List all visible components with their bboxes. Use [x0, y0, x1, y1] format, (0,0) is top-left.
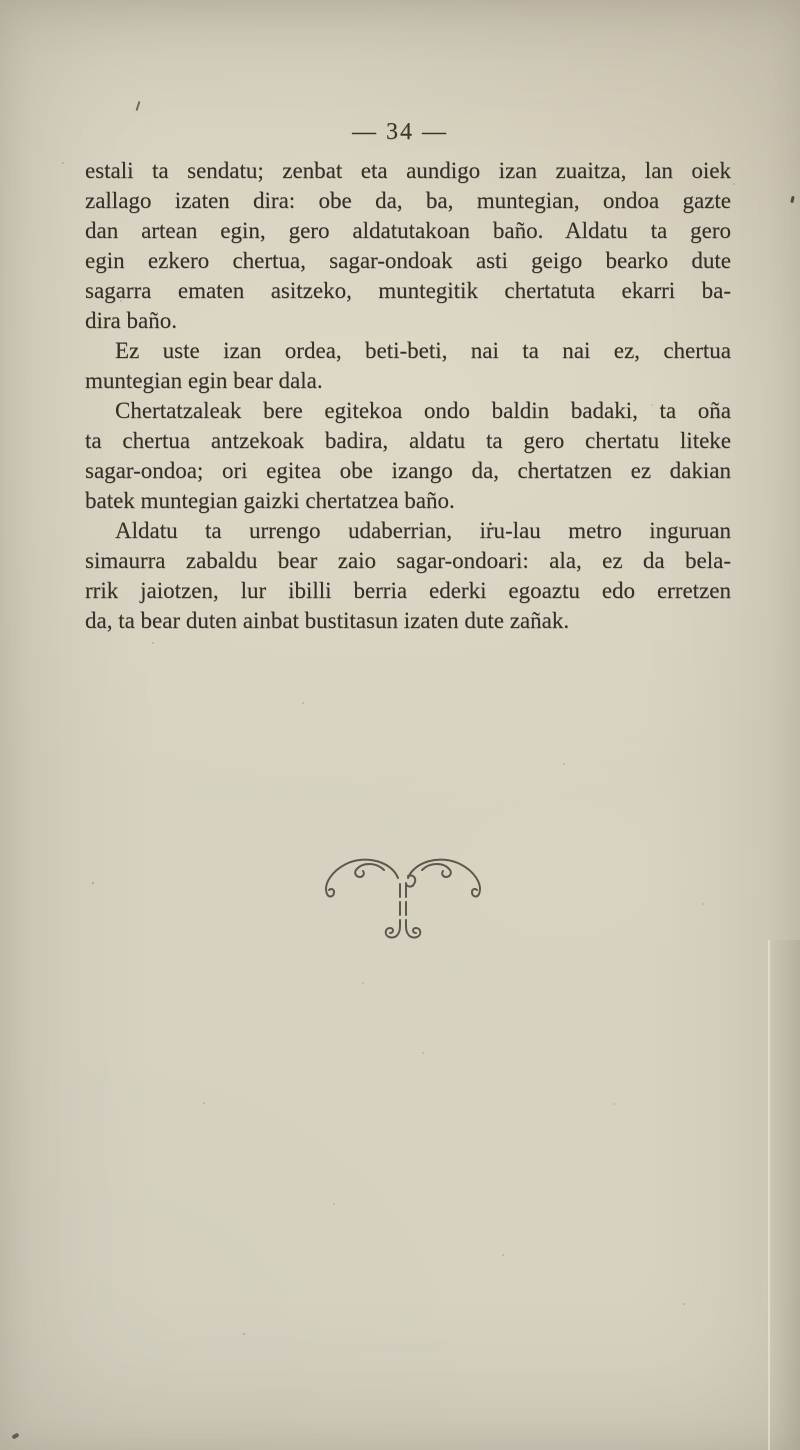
text-line: rrik jaiotzen, lur ibilli berria ederki egoaztu edo erretzen	[85, 578, 731, 603]
text-line: dira baño.	[85, 308, 177, 333]
text-line: muntegian egin bear dala.	[85, 368, 323, 393]
text-line: egin ezkero chertua, sagar-ondoak asti geigo bearko dute	[85, 248, 731, 273]
paragraph	[85, 396, 731, 516]
text-line: estali ta sendatu; zenbat eta aundigo izan zuaitza, lan oiek	[85, 158, 731, 183]
text-line: sagarra ematen asitzeko, muntegitik chertatuta ekarri ba-	[85, 278, 731, 303]
text-block	[85, 156, 731, 636]
text-line: Chertatzaleak bere egitekoa ondo baldin badaki, ta oña	[115, 398, 731, 423]
text-line: dan artean egin, gero aldatutakoan baño. Aldatu ta gero	[85, 218, 731, 243]
paragraph	[85, 336, 731, 396]
page-number: — 34 —	[352, 119, 448, 145]
text-line: Ez uste izan ordea, beti-beti, nai ta nai ez, chertua	[115, 338, 731, 363]
text-line: sagar-ondoa; ori egitea obe izango da, chertatzen ez dakian	[85, 458, 731, 483]
text-line: zallago izaten dira: obe da, ba, muntegian, ondoa gazte	[85, 188, 731, 213]
page-edge-shadow	[768, 940, 800, 1450]
scan-artifact	[790, 196, 794, 203]
scan-artifact	[136, 101, 141, 111]
paper-speckles	[0, 0, 2, 2]
text-line: Aldatu ta urrengo udaberrian, iṙu-lau metro inguruan	[115, 518, 731, 543]
text-line: da, ta bear duten ainbat bustitasun izaten dute zañak.	[85, 608, 570, 633]
text-line: ta chertua antzekoak badira, aldatu ta gero chertatu liteke	[85, 428, 731, 453]
printers-fleuron-ornament	[318, 846, 488, 946]
scan-artifact	[11, 1433, 19, 1440]
text-line: batek muntegian gaizki chertatzea baño.	[85, 488, 455, 513]
paragraph	[85, 156, 731, 336]
paragraph	[85, 516, 731, 636]
text-line: simaurra zabaldu bear zaio sagar-ondoari: ala, ez da bela-	[85, 548, 731, 573]
